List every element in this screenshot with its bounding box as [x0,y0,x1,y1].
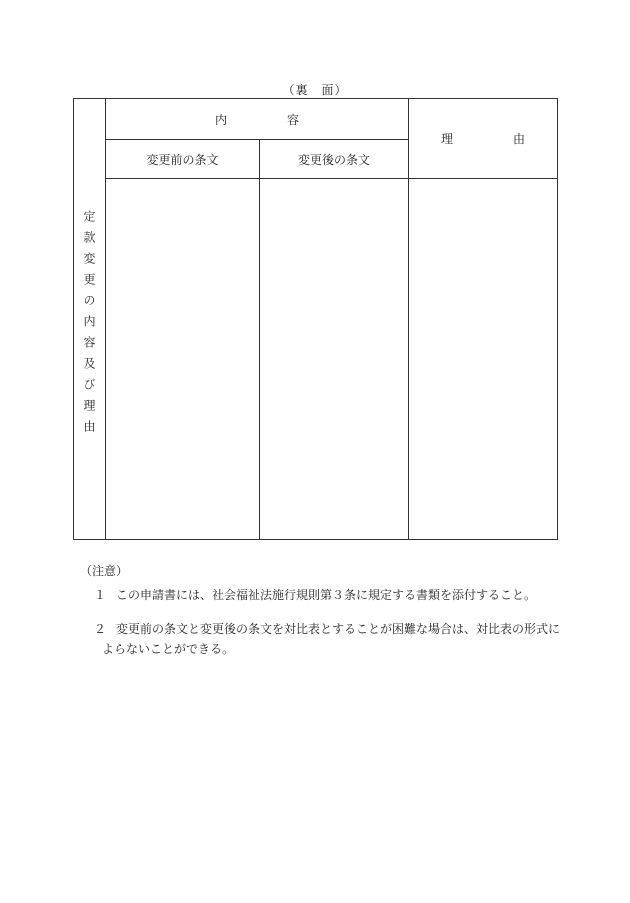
reason-body-cell[interactable] [409,179,558,540]
note-number: １ [94,588,107,602]
note-item [94,585,560,605]
notes-heading: （注意） [80,564,129,578]
note-text-continued: よらないことができる。 [102,642,235,656]
before-body-cell[interactable] [106,179,260,540]
note-number: ２ [94,622,107,636]
content-header: 内 容 [106,99,409,140]
reason-header: 理 由 [409,99,558,179]
note-text: 変更前の条文と変更後の条文を対比表とすることが困難な場合は、対比表の形式に [116,622,561,636]
side-label-cell [74,99,106,540]
note-text: この申請書には、社会福祉法施行規則第３条に規定する書類を添付すること。 [116,588,537,602]
amendment-table [73,98,558,540]
before-header: 変更前の条文 [106,140,260,179]
after-body-cell[interactable] [260,179,409,540]
notes-section [80,561,560,673]
note-item [94,619,560,659]
page-caption: （裏 面） [282,83,348,97]
after-header: 変更後の条文 [260,140,409,179]
side-label: 定款変更の内容及び理由 [82,210,96,441]
